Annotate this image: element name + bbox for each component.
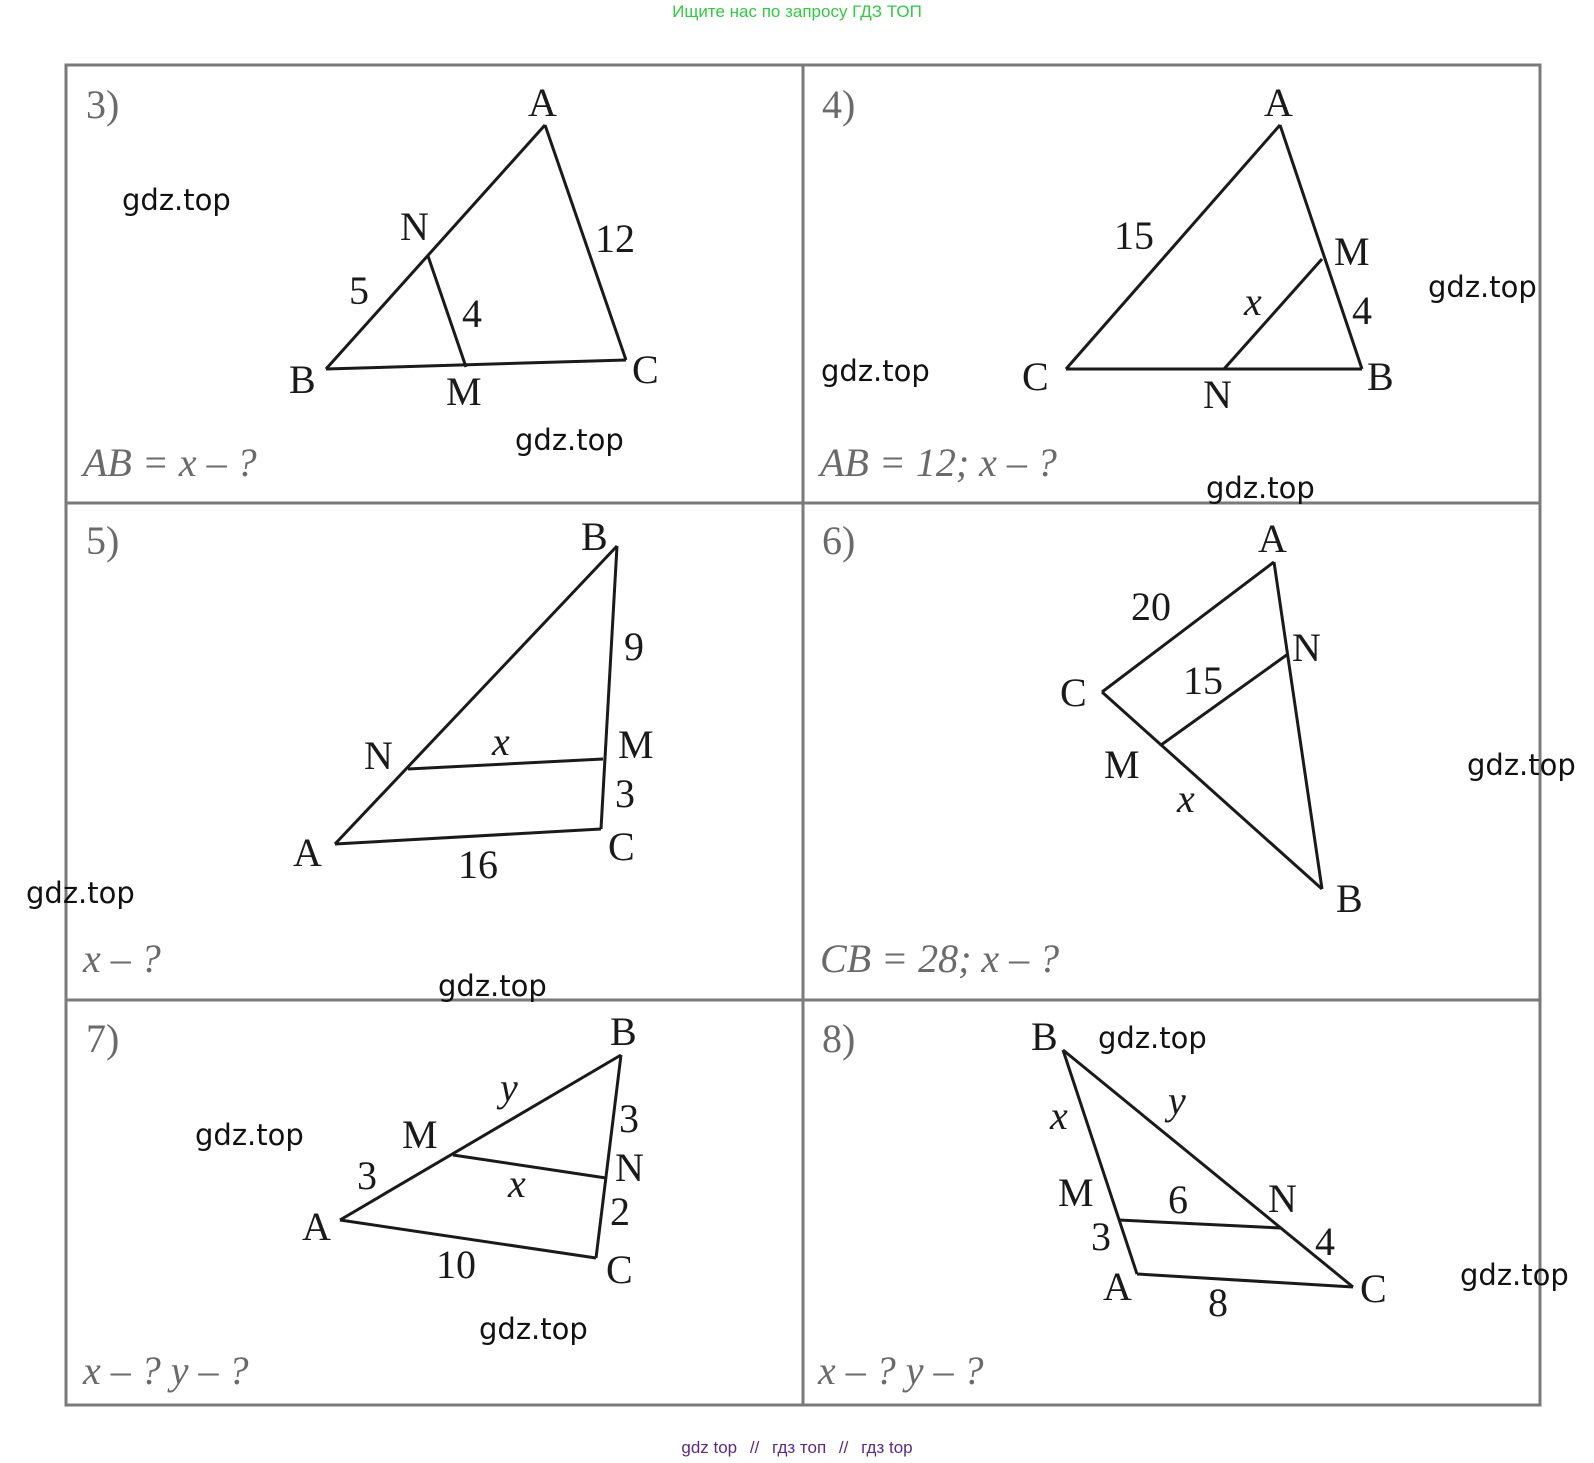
p8-label-x: x [1050, 1093, 1068, 1138]
p4-point-m: M [1334, 229, 1370, 274]
p6-label-mn: 15 [1183, 658, 1223, 703]
p6-point-n: N [1292, 625, 1321, 670]
p8-point-m: M [1058, 1170, 1094, 1215]
p5-side-ba [335, 546, 617, 844]
watermark-1: gdz.top [122, 183, 231, 217]
p4-point-b: B [1367, 354, 1394, 399]
p8-point-a: A [1103, 1264, 1132, 1309]
watermark-10: gdz.top [195, 1118, 304, 1152]
p6-label-x: x [1177, 776, 1195, 821]
p8-segment-mn [1119, 1220, 1280, 1228]
p5-point-n: N [364, 733, 393, 778]
problem-3-number: 3) [86, 82, 120, 127]
p3-label-ac: 12 [595, 216, 635, 261]
p8-point-b: B [1031, 1014, 1058, 1059]
p7-point-a: A [302, 1204, 331, 1249]
p3-side-ab [326, 125, 545, 369]
p4-side-ca [1066, 125, 1280, 369]
p7-side-ba [340, 1055, 621, 1220]
p3-point-b: B [289, 357, 316, 402]
p5-point-c: C [608, 824, 635, 869]
watermark-9: gdz.top [1098, 1021, 1207, 1055]
p6-point-c: C [1060, 670, 1087, 715]
problem-5-number: 5) [86, 518, 120, 563]
watermark-5: gdz.top [1206, 471, 1315, 505]
p5-point-a: A [293, 830, 322, 875]
p5-label-bm: 9 [624, 624, 644, 669]
p3-label-nm: 4 [462, 291, 482, 336]
watermark-7: gdz.top [26, 876, 135, 910]
p3-point-n: N [400, 204, 429, 249]
p5-label-x: x [492, 719, 510, 764]
header-banner: Ищите нас по запросу ГДЗ ТОП [672, 2, 922, 21]
p7-segment-mn [453, 1155, 606, 1178]
p4-segment-mn [1224, 259, 1322, 369]
problem-5-task: x – ? [83, 936, 161, 981]
p3-point-c: C [632, 347, 659, 392]
p7-point-n: N [615, 1145, 644, 1190]
problem-6-number: 6) [822, 518, 856, 563]
p5-point-m: M [618, 722, 654, 767]
watermark-12: gdz.top [479, 1312, 588, 1346]
p6-point-m: M [1104, 742, 1140, 787]
problem-4-number: 4) [822, 82, 856, 127]
p7-label-nc: 2 [610, 1189, 630, 1234]
p4-point-a: A [1264, 80, 1293, 125]
problem-8-number: 8) [822, 1016, 856, 1061]
watermark-4: gdz.top [515, 423, 624, 457]
p8-label-nc: 4 [1315, 1219, 1335, 1264]
footer-banner [0, 1436, 1594, 1460]
p6-point-b: B [1336, 876, 1363, 921]
watermark-3: gdz.top [821, 354, 930, 388]
watermark-2: gdz.top [1428, 270, 1537, 304]
p6-side-cb [1102, 692, 1322, 889]
problem-7-task: x – ? y – ? [83, 1348, 249, 1393]
p8-point-c: C [1360, 1266, 1387, 1311]
problem-3-task: AB = x – ? [83, 440, 257, 485]
p3-side-bc [326, 360, 626, 369]
p6-segment-mn [1161, 654, 1288, 745]
p3-point-m: M [446, 369, 482, 414]
footer-link-2[interactable]: гдз топ [772, 1438, 827, 1457]
p4-point-c: C [1022, 354, 1049, 399]
watermark-6: gdz.top [1467, 748, 1576, 782]
p6-point-a: A [1258, 516, 1287, 561]
p5-point-b: B [581, 514, 608, 559]
problem-5 [82, 514, 654, 981]
p7-label-bn: 3 [619, 1096, 639, 1141]
footer-separator-2: // [838, 1438, 849, 1457]
p4-label-x: x [1244, 279, 1262, 324]
footer-link-1[interactable]: gdz top [681, 1438, 738, 1457]
p7-label-am: 3 [357, 1153, 377, 1198]
problem-6-task: CB = 28; x – ? [820, 936, 1060, 981]
problem-4 [817, 80, 1394, 485]
p5-label-mc: 3 [615, 771, 635, 816]
p8-side-ac [1137, 1274, 1353, 1287]
p8-label-y: y [1168, 1078, 1186, 1123]
p3-segment-nm [428, 256, 466, 367]
problem-7-number: 7) [86, 1016, 120, 1061]
problem-8-task: x – ? y – ? [818, 1348, 984, 1393]
p7-point-b: B [610, 1009, 637, 1054]
p6-label-ca: 20 [1131, 584, 1171, 629]
p4-point-n: N [1203, 372, 1232, 417]
p8-label-ma: 3 [1091, 1214, 1111, 1259]
p7-label-x: x [508, 1161, 526, 1206]
p4-label-mb: 4 [1352, 288, 1372, 333]
footer-link-3[interactable]: гдз top [861, 1438, 913, 1457]
p5-label-ac: 16 [458, 842, 498, 887]
p3-label-bn: 5 [349, 268, 369, 313]
watermark-8: gdz.top [438, 969, 547, 1003]
problem-8 [817, 1014, 1387, 1393]
p7-label-y: y [500, 1065, 518, 1110]
grid [66, 65, 1540, 1405]
p7-label-ac: 10 [436, 1242, 476, 1287]
problem-4-task: AB = 12; x – ? [820, 440, 1057, 485]
watermark-11: gdz.top [1460, 1258, 1569, 1292]
p7-point-c: C [606, 1247, 633, 1292]
problem-6 [820, 516, 1363, 981]
p8-label-ac: 8 [1208, 1280, 1228, 1325]
p3-point-a: A [528, 80, 557, 125]
p7-point-m: M [402, 1112, 438, 1157]
p4-label-ca: 15 [1114, 213, 1154, 258]
footer-separator-1: // [749, 1438, 760, 1457]
p8-point-n: N [1268, 1176, 1297, 1221]
p6-side-ab [1274, 562, 1322, 889]
p8-label-mn: 6 [1168, 1177, 1188, 1222]
